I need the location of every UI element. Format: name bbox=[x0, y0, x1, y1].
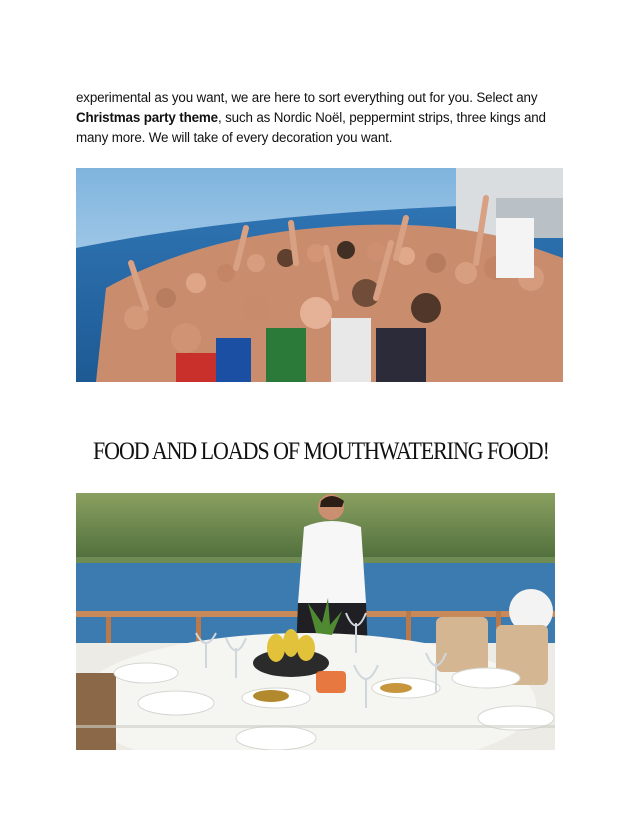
intro-paragraph bbox=[76, 88, 566, 148]
boat-party-photo bbox=[76, 168, 563, 382]
dining-table-photo bbox=[76, 493, 555, 750]
food-heading: FOOD AND LOADS OF MOUTHWATERING FOOD! bbox=[93, 436, 549, 465]
boat-party-illustration bbox=[76, 168, 563, 382]
intro-text-start: experimental as you want, we are here to sort everything out for you. Select any bbox=[76, 90, 538, 106]
intro-text-end: , such as Nordic Noël, peppermint strips, three kings and many more. We will take of every decoration you want. bbox=[76, 110, 546, 146]
christmas-theme-highlight: Christmas party theme bbox=[76, 110, 218, 126]
dining-table-illustration bbox=[76, 493, 555, 750]
